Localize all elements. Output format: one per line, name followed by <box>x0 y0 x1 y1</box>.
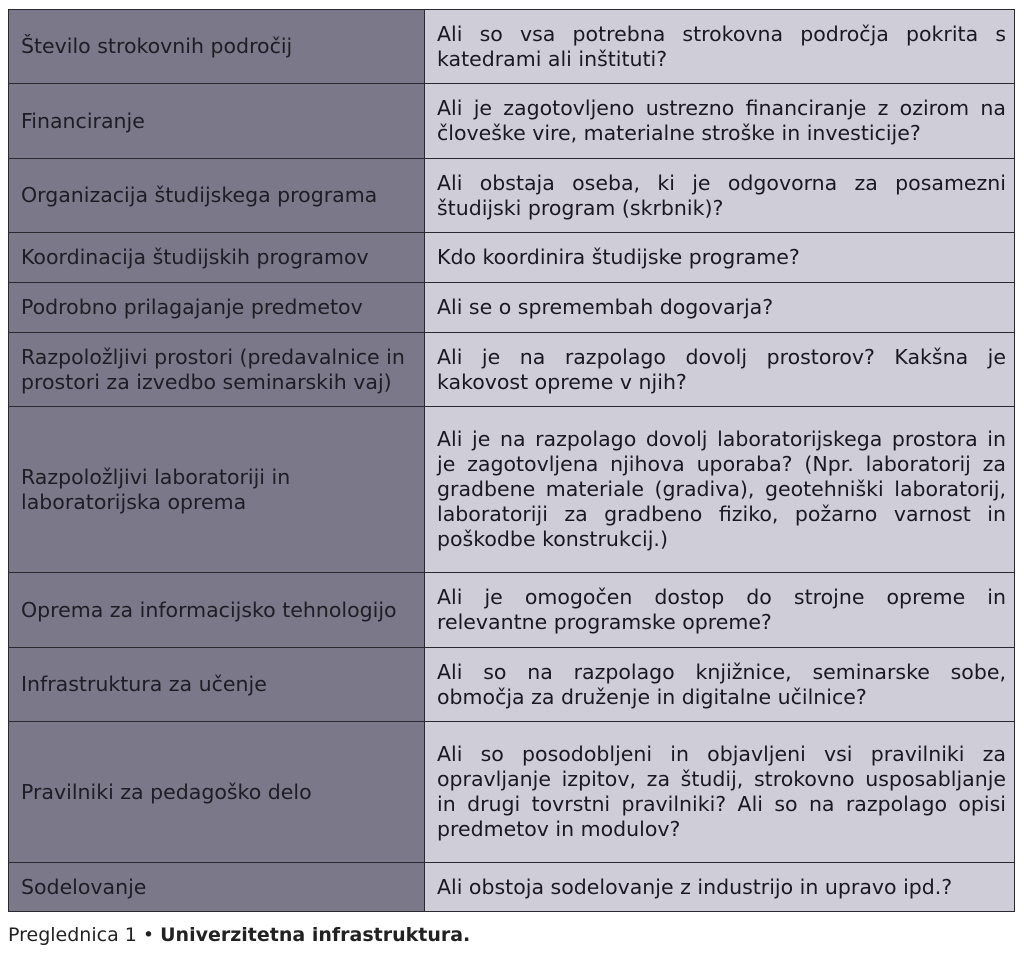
table-row <box>9 722 1015 863</box>
row-question: Ali je na razpolago dovolj laboratorijskega prostora in je zagotovljena njihova uporaba? (Npr. laboratorij za gradbene materiale (gradiva), geotehniški laboratorij, laboratoriji za gradbeno fiziko, požarno varnost in poškodbe konstrukcij.) <box>425 407 1015 573</box>
row-label: Sodelovanje <box>9 863 425 912</box>
row-label: Podrobno prilagajanje predmetov <box>9 283 425 333</box>
row-label: Pravilniki za pedagoško delo <box>9 722 425 863</box>
row-label: Oprema za informacijsko tehnologijo <box>9 573 425 648</box>
table-row <box>9 648 1015 722</box>
table-row <box>9 333 1015 407</box>
table-row <box>9 407 1015 573</box>
table-row <box>9 233 1015 283</box>
row-question: Ali je omogočen dostop do strojne opreme in relevantne programske opreme? <box>425 573 1015 648</box>
table-caption <box>8 924 470 946</box>
row-label: Razpoložljivi laboratoriji in laboratorijska oprema <box>9 407 425 573</box>
row-label: Infrastruktura za učenje <box>9 648 425 722</box>
row-question: Ali so vsa potrebna strokovna področja pokrita s katedrami ali inštituti? <box>425 10 1015 84</box>
row-label: Koordinacija študijskih programov <box>9 233 425 283</box>
table-row <box>9 863 1015 912</box>
row-question: Ali so na razpolago knjižnice, seminarske sobe, območja za druženje in digitalne učilnice? <box>425 648 1015 722</box>
table-row <box>9 10 1015 84</box>
row-question: Ali obstaja oseba, ki je odgovorna za posamezni študijski program (skrbnik)? <box>425 159 1015 233</box>
row-label: Financiranje <box>9 84 425 159</box>
row-question: Ali je na razpolago dovolj prostorov? Kakšna je kakovost opreme v njih? <box>425 333 1015 407</box>
row-question: Kdo koordinira študijske programe? <box>425 233 1015 283</box>
row-question: Ali se o spremembah dogovarja? <box>425 283 1015 333</box>
row-question: Ali so posodobljeni in objavljeni vsi pravilniki za opravljanje izpitov, za študij, strokovno usposabljanje in drugi tovrstni pravilniki? Ali so na razpolago opisi predmetov in modulov? <box>425 722 1015 863</box>
row-label: Razpoložljivi prostori (predavalnice in prostori za izvedbo seminarskih vaj) <box>9 333 425 407</box>
caption-prefix: Preglednica 1 • <box>8 924 161 946</box>
row-question: Ali obstoja sodelovanje z industrijo in upravo ipd.? <box>425 863 1015 912</box>
row-label: Število strokovnih področij <box>9 10 425 84</box>
table-row <box>9 84 1015 159</box>
caption-title: Univerzitetna infrastruktura. <box>160 924 471 946</box>
table-body <box>9 10 1015 912</box>
row-question: Ali je zagotovljeno ustrezno financiranje z ozirom na človeške vire, materialne stroške in investicije? <box>425 84 1015 159</box>
table-row <box>9 283 1015 333</box>
infrastructure-table <box>8 9 1015 912</box>
table-row <box>9 159 1015 233</box>
table-row <box>9 573 1015 648</box>
row-label: Organizacija študijskega programa <box>9 159 425 233</box>
